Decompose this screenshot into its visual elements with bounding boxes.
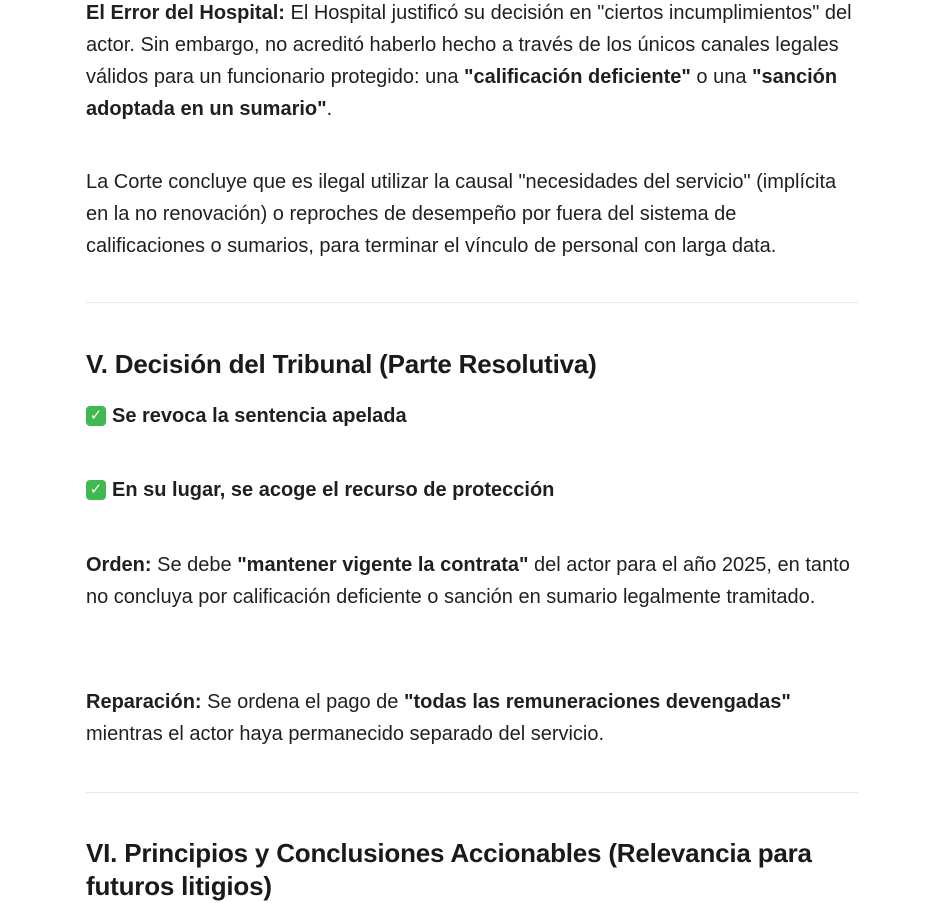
error-bold-1: "calificación deficiente" [464,66,691,88]
reparacion-bold: "todas las remuneraciones devengadas" [403,691,791,713]
orden-bold: "mantener vigente la contrata" [237,554,529,576]
reparacion-paragraph [86,686,858,750]
error-paragraph [86,0,858,125]
decision-item-revoca [86,400,407,432]
error-text-1: El Hospital justificó su decisión en "ciertos incumplimientos" del actor. Sin embargo, no acreditó haberlo hecho a través de los únicos canales legales válidos para un funcionario protegido: una [86,2,852,88]
section-v-heading: V. Decisión del Tribunal (Parte Resolutiva) [86,349,597,379]
conclusion-paragraph: La Corte concluye que es ilegal utilizar la causal "necesidades del servicio" (implícita en la no renovación) o reproches de desempeño por fuera del sistema de calificaciones o sumarios, para terminar el vínculo de personal con larga data. [86,171,837,257]
error-bold-2: "sanción adoptada en un sumario" [86,66,838,120]
error-text-3: . [326,98,333,120]
reparacion-label: Reparación: [86,691,202,713]
decision-item-label: En su lugar, se acoge el recurso de protección [112,479,555,501]
orden-text-1: Se debe [151,554,238,576]
orden-paragraph [86,549,858,613]
section-divider [86,302,858,303]
orden-text-2: del actor para el año 2025, en tanto no concluya por calificación deficiente o sanción en sumario legalmente tramitado. [86,554,850,608]
reparacion-text-1: Se ordena el pago de [201,691,404,713]
decision-item-acoge [86,474,554,506]
check-mark-icon: ✓ [86,406,106,426]
check-mark-icon: ✓ [86,480,106,500]
decision-item-label: Se revoca la sentencia apelada [112,405,407,427]
error-text-2: o una [690,66,753,88]
error-label: El Error del Hospital: [86,2,285,24]
section-vi-heading: VI. Principios y Conclusiones Accionables (Relevancia para futuros litigios) [86,838,812,901]
orden-label: Orden: [86,554,152,576]
section-divider [86,792,858,793]
reparacion-text-2: mientras el actor haya permanecido separado del servicio. [86,723,605,745]
